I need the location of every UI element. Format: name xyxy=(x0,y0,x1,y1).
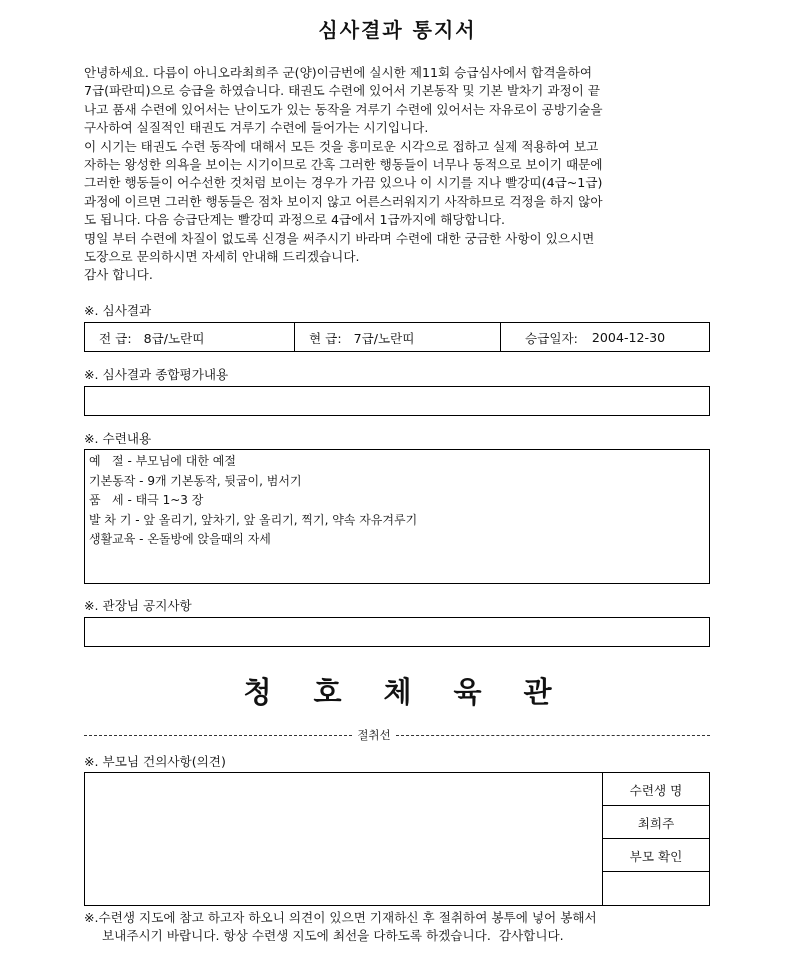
body-line: 명일 부터 수련에 차질이 없도록 신경을 써주시기 바라며 수련에 대한 궁금한 사항이 있으시면 xyxy=(84,230,595,246)
student-name-label: 수련생 명 xyxy=(603,773,709,806)
opinion-side-table xyxy=(602,773,709,905)
body-line: 안녕하세요. 다름이 아니오라최희주 군(양)이금번에 실시한 제11회 승급심사에서 합격을하여 xyxy=(84,65,593,80)
cut-line-dash-left xyxy=(84,735,352,736)
body-line: 이 시기는 태권도 수련 동작에 대해서 모든 것을 흥미로운 시각으로 접하고 실제 적용하여 보고 xyxy=(84,138,599,154)
training-item: 예 절 - 부모님에 대한 예절 xyxy=(89,454,236,468)
notice-section-label: ※. 관장님 공지사항 xyxy=(84,598,192,613)
body-line: 그러한 행동들이 어수선한 것처럼 보이는 경우가 가끔 있으나 이 시기를 지나 빨강띠(4급~1급) xyxy=(84,175,603,191)
parent-opinion-field[interactable] xyxy=(85,773,602,905)
prev-grade-value: 8급/노란띠 xyxy=(143,330,205,346)
body-line: 7급(파란띠)으로 승급을 하였습니다. 태권도 수련에 있어서 기본동작 및 기본 발차기 과정이 끝 xyxy=(84,83,601,99)
training-section-label: ※. 수련내용 xyxy=(84,431,152,446)
training-item: 품 세 - 태극 1~3 장 xyxy=(89,493,204,508)
parent-opinion-section-label: ※. 부모님 건의사항(의견) xyxy=(84,754,226,769)
body-line: 도 됩니다. 다음 승급단계는 빨강띠 과정으로 4급에서 1급까지에 해당합니다. xyxy=(84,212,506,228)
evaluation-field[interactable] xyxy=(84,386,710,416)
promotion-date-cell xyxy=(501,323,709,351)
promotion-date-value: 2004-12-30 xyxy=(591,329,666,345)
footer-line: ※.수련생 지도에 참고 하고자 하오니 의견이 있으면 기재하신 후 절취하여 봉투에 넣어 봉해서 xyxy=(84,910,597,925)
body-line: 감사 합니다. xyxy=(84,267,153,283)
body-line: 도장으로 문의하시면 자세히 안내해 드리겠습니다. xyxy=(84,249,360,265)
training-item: 기본동작 - 9개 기본동작, 뒷굽이, 범서기 xyxy=(89,473,302,488)
document-title: 심사결과 통지서 xyxy=(318,18,477,42)
result-section-label: ※. 심사결과 xyxy=(84,303,152,318)
current-grade-cell xyxy=(295,323,501,351)
current-grade-label: 현 급: xyxy=(309,330,342,346)
current-grade-value: 7급/노란띠 xyxy=(353,330,415,346)
footer-note xyxy=(84,909,724,945)
body-line: 나고 품새 수련에 있어서는 난이도가 있는 동작을 겨루기 수련에 있어서는 자유로이 공방기술을 xyxy=(84,101,603,117)
cut-line-dash-right xyxy=(396,735,710,736)
training-content-box xyxy=(84,449,710,584)
prev-grade-label: 전 급: xyxy=(99,330,132,346)
footer-line: 보내주시기 바랍니다. 항상 수련생 지도에 최선을 다하도록 하겠습니다. 감사합니다. xyxy=(102,928,564,943)
notice-body xyxy=(84,64,724,285)
body-line: 구사하여 실질적인 태권도 겨루기 수련에 들어가는 시기입니다. xyxy=(84,120,429,136)
body-line: 과정에 이르면 그러한 행동들은 점차 보이지 않고 어른스러워지기 사작하므로 걱정을 하지 않아 xyxy=(84,193,603,209)
training-item: 생활교육 - 온돌방에 앉을때의 자세 xyxy=(89,532,271,547)
prev-grade-cell xyxy=(85,323,295,351)
student-name-value: 최희주 xyxy=(603,806,709,839)
evaluation-section-label: ※. 심사결과 종합평가내용 xyxy=(84,367,229,382)
parent-signature-field[interactable] xyxy=(603,872,709,905)
result-table xyxy=(84,322,710,352)
gym-name: 청호체육관 xyxy=(243,675,594,709)
notice-field[interactable] xyxy=(84,617,710,647)
parent-confirm-label: 부모 확인 xyxy=(603,839,709,872)
body-line: 자하는 왕성한 의욕을 보이는 시기이므로 간혹 그러한 행동들이 너무나 동적으로 보이기 때문에 xyxy=(84,157,603,173)
training-item: 발 차 기 - 앞 올리기, 앞차기, 앞 올리기, 찍기, 약속 자유겨루기 xyxy=(89,512,418,527)
cut-line xyxy=(84,726,710,746)
cut-line-label: 절취선 xyxy=(352,727,396,743)
parent-opinion-box xyxy=(84,772,710,906)
promotion-date-label: 승급일자: xyxy=(525,330,578,346)
